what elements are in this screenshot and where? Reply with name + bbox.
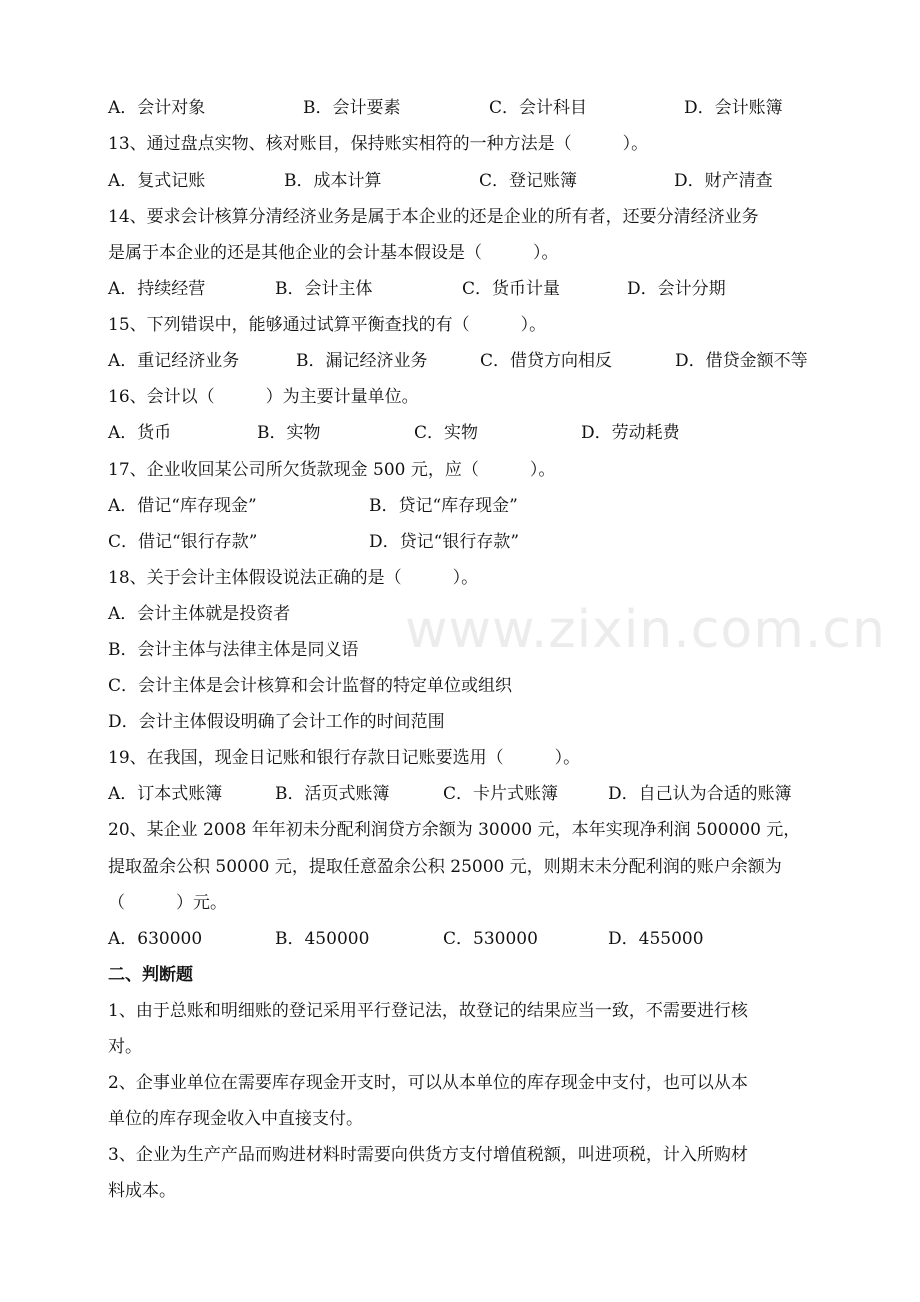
q15-option-a: A．重记经济业务 [108, 351, 240, 371]
section-heading-judgment: 二、判断题 [108, 965, 193, 985]
judgment-item-2-line1: 2、企事业单位在需要库存现金开支时，可以从本单位的库存现金中支付，也可以从本 [108, 1073, 748, 1093]
q19-option-d: D．自己认为合适的账簿 [608, 784, 792, 804]
q15-option-c: C．借贷方向相反 [480, 351, 613, 371]
q12-option-a: A．会计对象 [108, 98, 206, 118]
q19-option-c: C．卡片式账簿 [443, 784, 559, 804]
q13-option-a: A．复式记账 [108, 171, 206, 191]
q16-option-b: B．实物 [257, 423, 321, 443]
q14-option-a: A．持续经营 [108, 279, 206, 299]
q19-option-a: A．订本式账簿 [108, 784, 223, 804]
q12-option-d: D．会计账簿 [684, 98, 783, 118]
judgment-item-2-line2: 单位的库存现金收入中直接支付。 [108, 1109, 363, 1129]
q18-option-c: C．会计主体是会计核算和会计监督的特定单位或组织 [108, 676, 513, 696]
q17-stem: 17、企业收回某公司所欠货款现金 500 元，应（ ）。 [108, 460, 556, 480]
q12-option-c: C．会计科目 [489, 98, 588, 118]
q18-option-d: D．会计主体假设明确了会计工作的时间范围 [108, 712, 445, 732]
q17-option-a: A．借记“库存现金” [108, 496, 257, 516]
q20-option-c: C．530000 [443, 929, 538, 949]
q14-option-c: C．货币计量 [462, 279, 561, 299]
watermark: www.zixin.com.cn [405, 600, 886, 660]
q19-stem: 19、在我国，现金日记账和银行存款日记账要选用（ ）。 [108, 748, 581, 768]
q20-option-a: A．630000 [108, 929, 203, 949]
q15-option-b: B．漏记经济业务 [296, 351, 428, 371]
q19-option-b: B．活页式账簿 [275, 784, 390, 804]
q20-stem-line2: 提取盈余公积 50000 元，提取任意盈余公积 25000 元，则期末未分配利润的账户余额为 [108, 857, 782, 877]
q20-stem-line3: （ ）元。 [108, 893, 227, 913]
q16-option-d: D．劳动耗费 [581, 423, 680, 443]
q14-option-d: D．会计分期 [627, 279, 726, 299]
q20-option-d: D．455000 [608, 929, 704, 949]
q14-stem-line1: 14、要求会计核算分清经济业务是属于本企业的还是企业的所有者，还要分清经济业务 [108, 207, 759, 227]
q18-option-b: B．会计主体与法律主体是同义语 [108, 640, 359, 660]
q12-option-b: B．会计要素 [303, 98, 401, 118]
judgment-item-3-line2: 料成本。 [108, 1181, 176, 1201]
q14-option-b: B．会计主体 [275, 279, 373, 299]
q20-option-b: B．450000 [275, 929, 370, 949]
q13-option-c: C．登记账簿 [479, 171, 578, 191]
judgment-item-3-line1: 3、企业为生产产品而购进材料时需要向供货方支付增值税额，叫进项税，计入所购材 [108, 1145, 748, 1165]
q16-option-c: C．实物 [414, 423, 479, 443]
q13-option-b: B．成本计算 [284, 171, 382, 191]
q15-stem: 15、下列错误中，能够通过试算平衡查找的有（ ）。 [108, 315, 547, 335]
q15-option-d: D．借贷金额不等 [675, 351, 808, 371]
q20-stem-line1: 20、某企业 2008 年年初未分配利润贷方余额为 30000 元，本年实现净利润 500000 元， [108, 820, 801, 840]
q17-option-d: D．贷记“银行存款” [369, 532, 520, 552]
q18-stem: 18、关于会计主体假设说法正确的是（ ）。 [108, 568, 479, 588]
judgment-item-1-line1: 1、由于总账和明细账的登记采用平行登记法，故登记的结果应当一致，不需要进行核 [108, 1001, 748, 1021]
q13-stem: 13、通过盘点实物、核对账目，保持账实相符的一种方法是（ ）。 [108, 134, 649, 154]
q16-stem: 16、会计以（ ）为主要计量单位。 [108, 387, 419, 407]
q13-option-d: D．财产清查 [674, 171, 773, 191]
judgment-item-1-line2: 对。 [108, 1037, 142, 1057]
q17-option-b: B．贷记“库存现金” [369, 496, 518, 516]
q16-option-a: A．货币 [108, 423, 172, 443]
q14-stem-line2: 是属于本企业的还是其他企业的会计基本假设是（ ）。 [108, 243, 559, 263]
q18-option-a: A．会计主体就是投资者 [108, 604, 291, 624]
q17-option-c: C．借记“银行存款” [108, 532, 258, 552]
